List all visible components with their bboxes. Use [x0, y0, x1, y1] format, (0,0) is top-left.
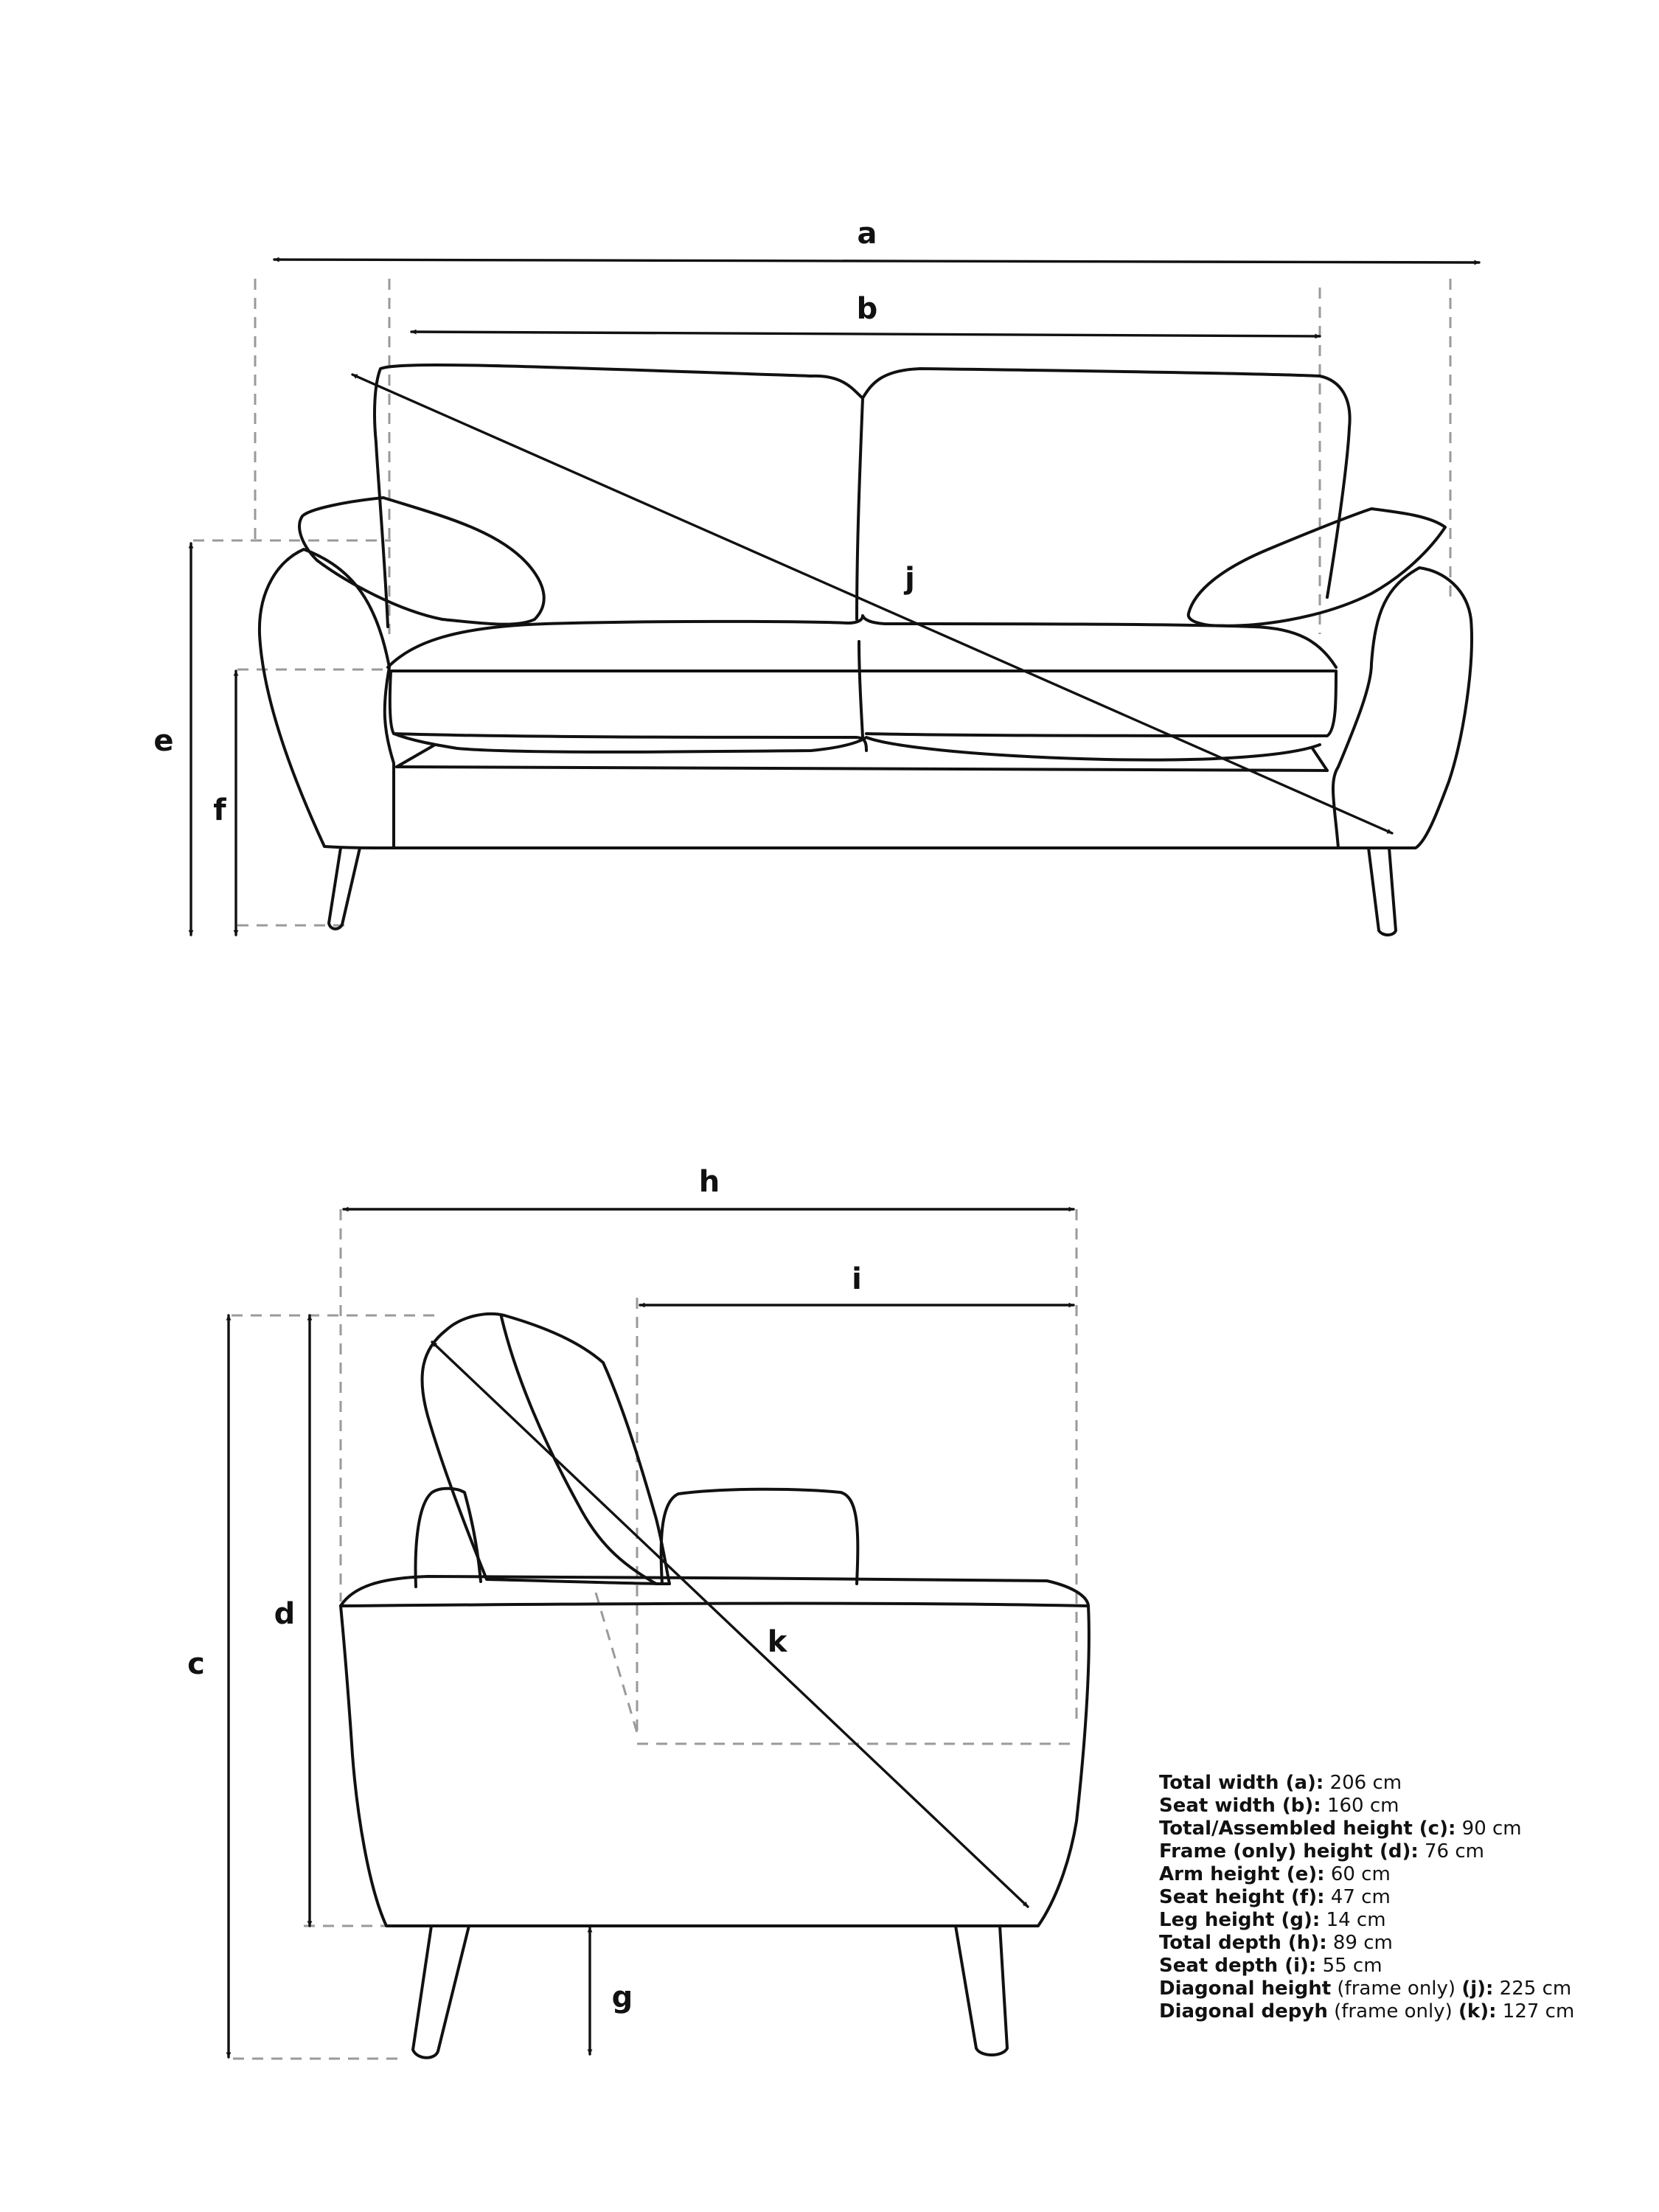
spec-value: 160 cm — [1326, 1795, 1399, 1817]
spec-value: 206 cm — [1329, 1772, 1402, 1794]
spec-row — [1159, 1772, 1646, 1795]
side-front-leg — [956, 1926, 1007, 2055]
side-view-sofa — [187, 1165, 1089, 2059]
spec-label: Total depth (h): — [1159, 1932, 1327, 1954]
spec-label: Seat height (f): — [1159, 1886, 1325, 1908]
spec-value: 14 cm — [1326, 1909, 1386, 1931]
spec-row — [1159, 1932, 1646, 1955]
spec-label: Total/Assembled height (c): — [1159, 1818, 1456, 1840]
spec-label: Seat depth (i): — [1159, 1955, 1317, 1977]
spec-row — [1159, 1886, 1646, 1909]
side-seat-cushion — [661, 1489, 858, 1584]
spec-letter: (k): — [1458, 2000, 1497, 2023]
spec-row — [1159, 1818, 1646, 1840]
dimension-k-arrow — [432, 1342, 1028, 1907]
label-i: i — [852, 1262, 862, 1296]
front-seat-cushions — [388, 616, 1336, 667]
spec-row — [1159, 2000, 1646, 2023]
spec-label: Leg height (g): — [1159, 1909, 1321, 1931]
spec-note: (frame only) — [1334, 2000, 1453, 2023]
spec-label: Frame (only) height (d): — [1159, 1840, 1419, 1863]
spec-value: 76 cm — [1425, 1840, 1484, 1863]
spec-value: 225 cm — [1499, 1978, 1572, 2000]
label-j: j — [905, 562, 915, 596]
side-back-leg — [413, 1926, 469, 2058]
side-body — [341, 1576, 1089, 1926]
spec-value: 89 cm — [1332, 1932, 1393, 1954]
label-f: f — [213, 793, 226, 827]
spec-row — [1159, 1978, 1646, 2000]
spec-value: 127 cm — [1502, 2000, 1575, 2023]
spec-row — [1159, 1840, 1646, 1863]
spec-label: Total width (a): — [1159, 1772, 1324, 1794]
dimension-b-arrow — [411, 332, 1320, 336]
front-view-sofa — [153, 217, 1479, 935]
spec-label: Diagonal depyh — [1159, 2000, 1328, 2023]
front-right-arm — [1333, 568, 1472, 848]
dimension-spec-list — [1159, 1772, 1646, 2023]
spec-label: Seat width (b): — [1159, 1795, 1321, 1817]
front-left-pillow — [299, 498, 544, 625]
label-h: h — [698, 1165, 720, 1199]
spec-label: Diagonal height — [1159, 1978, 1332, 2000]
spec-row — [1159, 1909, 1646, 1932]
label-a: a — [857, 217, 877, 251]
dimension-j-arrow — [352, 375, 1392, 833]
spec-value: 60 cm — [1330, 1863, 1391, 1885]
front-left-leg — [329, 848, 360, 929]
label-b: b — [856, 292, 878, 326]
spec-row — [1159, 1795, 1646, 1818]
spec-row — [1159, 1955, 1646, 1978]
label-g: g — [611, 1980, 633, 2014]
label-d: d — [274, 1597, 296, 1631]
spec-value: 55 cm — [1322, 1955, 1382, 1977]
spec-row — [1159, 1863, 1646, 1886]
spec-letter: (j): — [1461, 1978, 1494, 2000]
label-c: c — [187, 1647, 205, 1681]
label-k: k — [767, 1625, 787, 1659]
front-right-leg — [1368, 848, 1396, 935]
spec-label: Arm height (e): — [1159, 1863, 1325, 1885]
label-e: e — [153, 724, 174, 758]
spec-note: (frame only) — [1337, 1978, 1456, 2000]
spec-value: 47 cm — [1330, 1886, 1391, 1908]
side-view-guides — [232, 1209, 1077, 2059]
dimension-a-arrow — [274, 260, 1479, 262]
front-right-pillow — [1189, 509, 1445, 626]
spec-value: 90 cm — [1461, 1818, 1522, 1840]
